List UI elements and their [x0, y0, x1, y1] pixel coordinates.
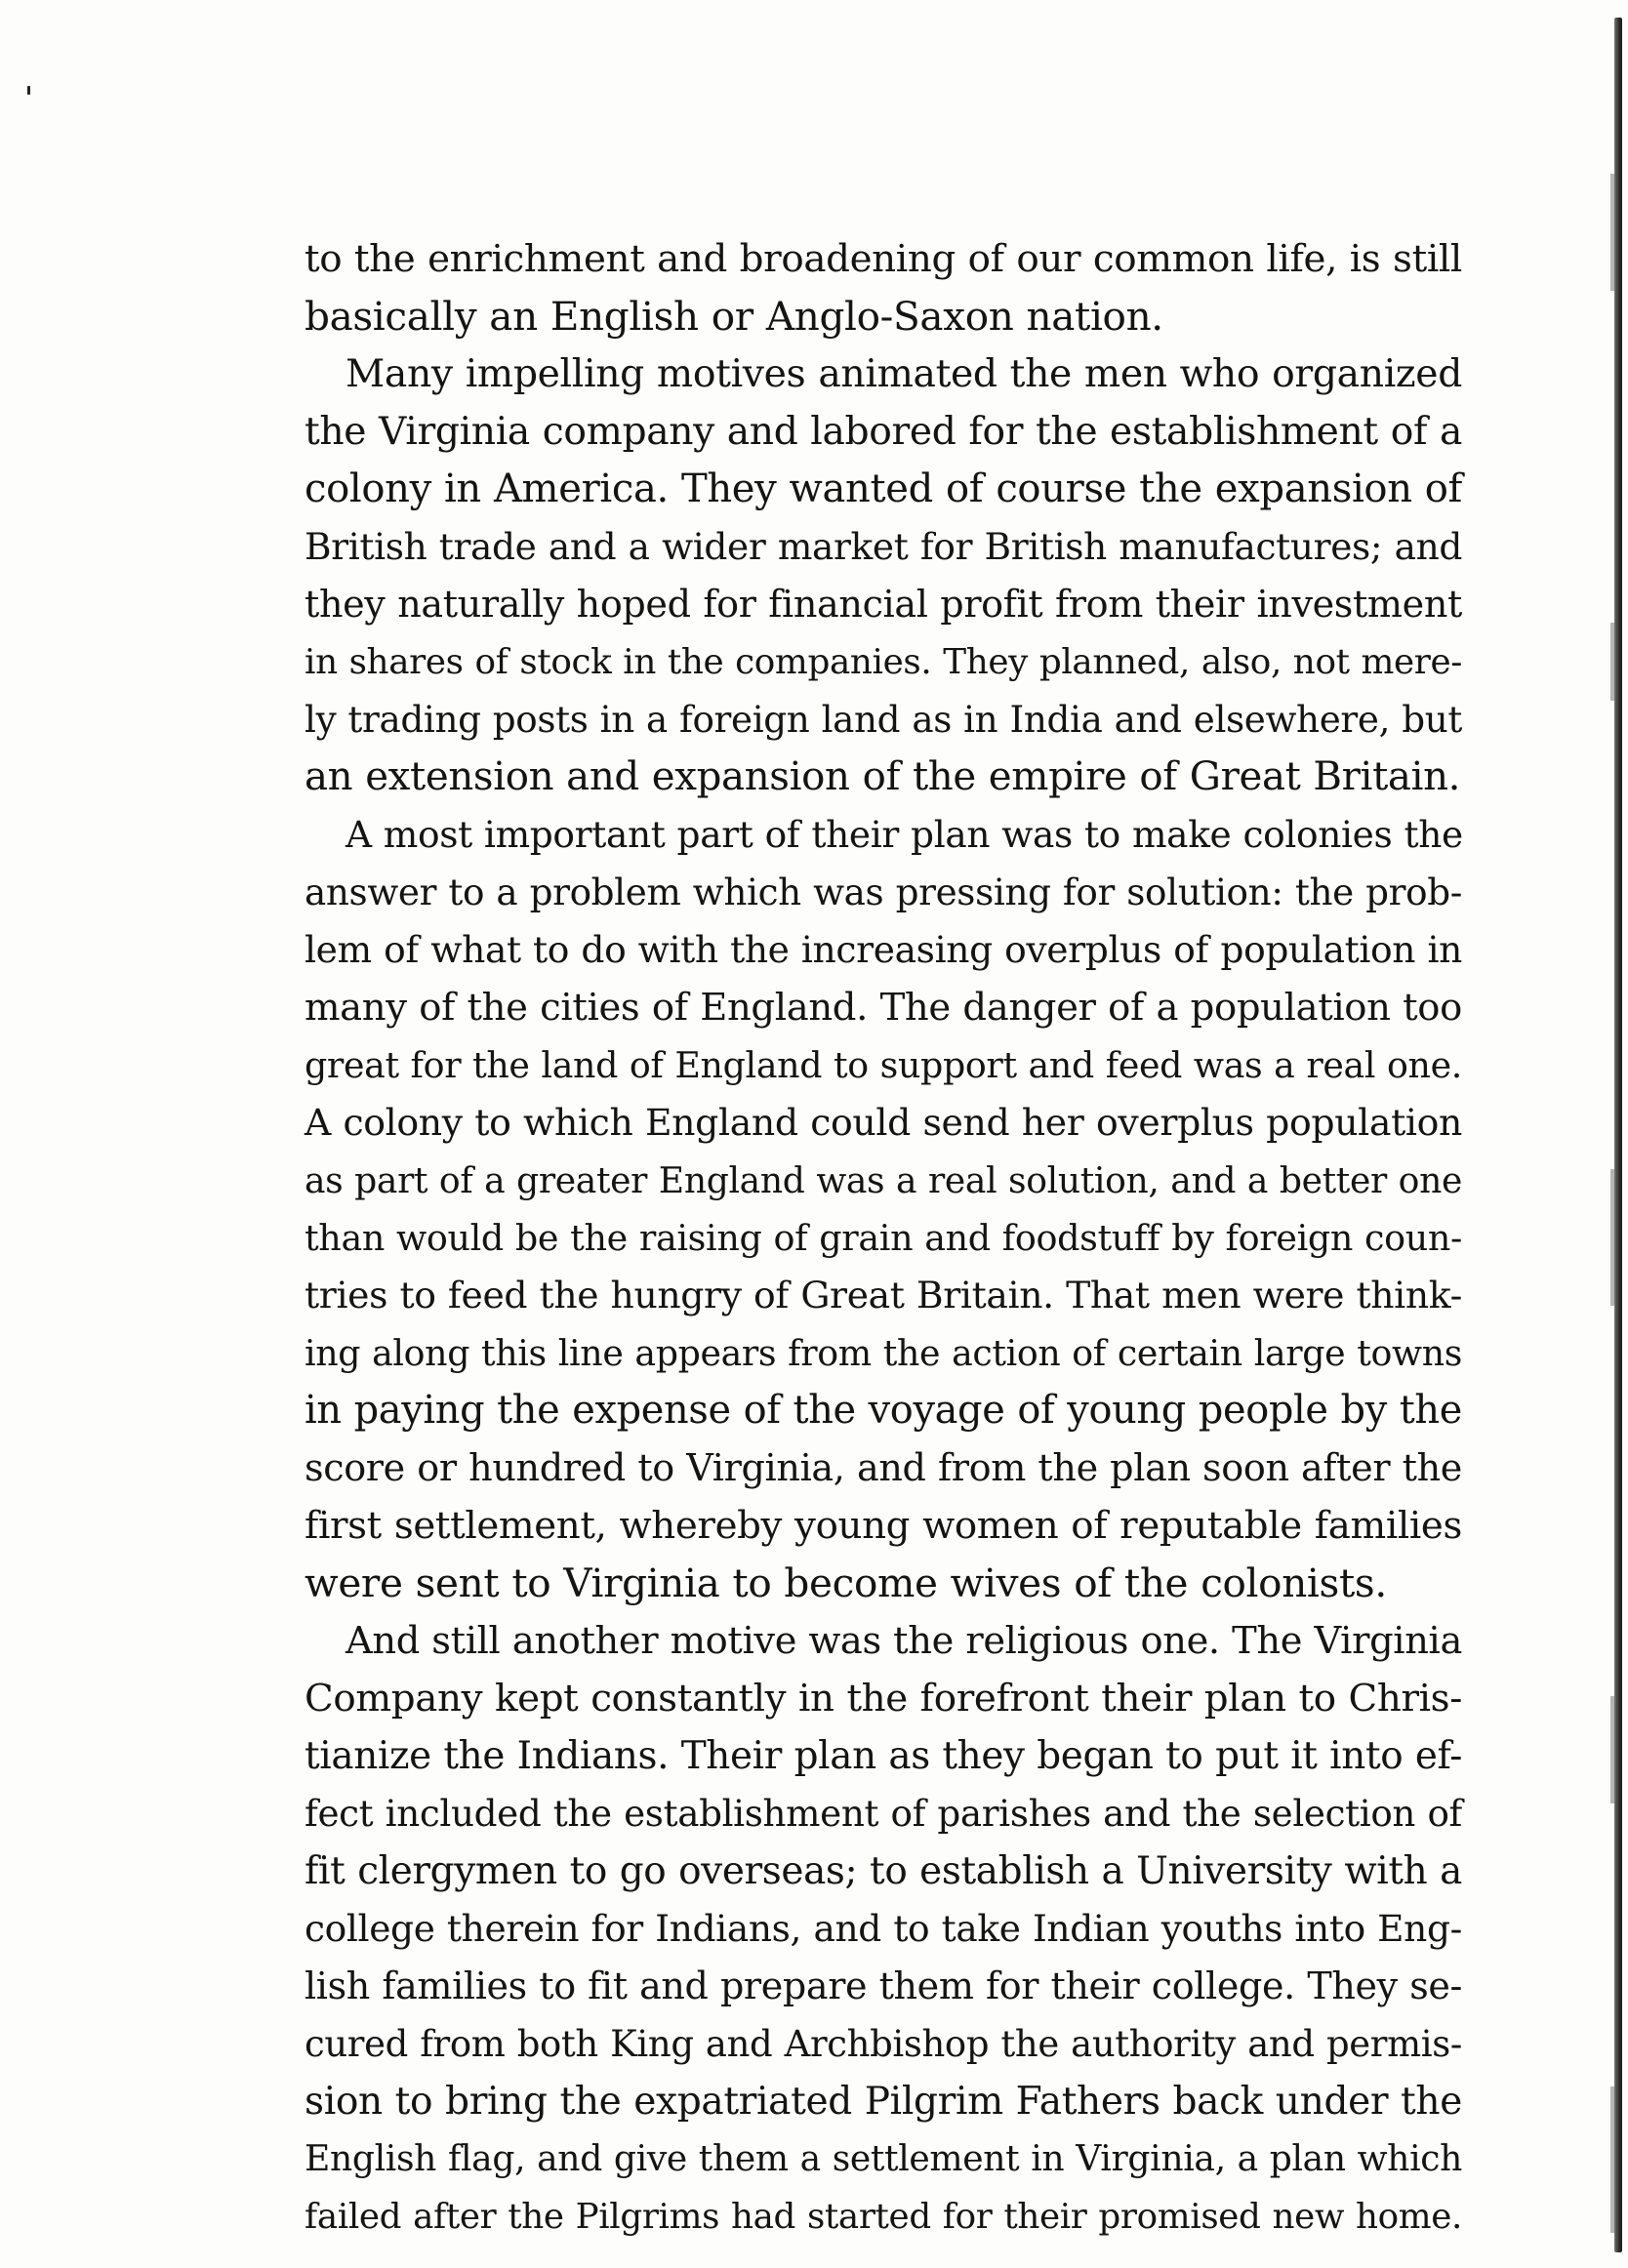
text-line: ly trading posts in a foreign land as in India and elsewhere, but: [305, 698, 1462, 741]
binding-shadow: [1614, 18, 1622, 2252]
text-line: tianize the Indians. Their plan as they began to put it into ef-: [305, 1734, 1462, 1778]
text-line: And still another motive was the religious one. The Virginia: [346, 1619, 1462, 1663]
text-line: many of the cities of England. The danger of a population too: [305, 986, 1462, 1030]
binding-shadow-mark: [1610, 174, 1614, 291]
binding-edge: [1608, 18, 1628, 2252]
text-line: lish families to fit and prepare them for their college. They se-: [305, 1964, 1462, 2007]
text-line: tries to feed the hungry of Great Britain. That men were think-: [305, 1274, 1462, 1316]
text-line: fect included the establishment of parishes and the selection of: [305, 1792, 1462, 1835]
text-line: Many impelling motives animated the men who organized: [346, 352, 1462, 396]
text-line: score or hundred to Virginia, and from the plan soon after the: [305, 1446, 1462, 1489]
text-line: ing along this line appears from the action of certain large towns: [305, 1332, 1462, 1374]
text-line: the Virginia company and labored for the establishment of a: [305, 410, 1462, 454]
text-line: as part of a greater England was a real solution, and a better one: [305, 1159, 1462, 1201]
text-line: sion to bring the expatriated Pilgrim Fathers back under the: [305, 2080, 1462, 2124]
text-line: college therein for Indians, and to take Indian youths into Eng-: [305, 1907, 1462, 1950]
text-line: Company kept constantly in the forefront their plan to Chris-: [305, 1677, 1462, 1721]
text-line: lem of what to do with the increasing overplus of population in: [305, 928, 1462, 971]
text-line: than would be the raising of grain and foodstuff by foreign coun-: [305, 1217, 1462, 1259]
text-line: failed after the Pilgrims had started for their promised new home.: [305, 2197, 1462, 2237]
text-line: colony in America. They wanted of course the expansion of: [305, 466, 1462, 511]
text-line: in shares of stock in the companies. They planned, also, not mere-: [305, 642, 1462, 682]
binding-shadow-mark: [1610, 2086, 1614, 2233]
text-line: English flag, and give them a settlement in Virginia, a plan which: [305, 2138, 1462, 2179]
body-text: [305, 230, 1462, 2246]
text-line: to the enrichment and broadening of our common life, is still: [305, 237, 1462, 281]
text-line: were sent to Virginia to become wives of the colonists.: [305, 1559, 1387, 1606]
binding-shadow-mark: [1610, 623, 1614, 701]
text-line: they naturally hoped for financial profit from their investment: [305, 583, 1462, 626]
text-line: an extension and expansion of the empire of Great Britain.: [305, 754, 1461, 799]
text-line: A most important part of their plan was to make colonies the: [346, 813, 1463, 856]
text-line: A colony to which England could send her overplus population: [305, 1101, 1462, 1144]
text-line: fit clergymen to go overseas; to establish a University with a: [305, 1849, 1462, 1893]
text-line: answer to a problem which was pressing for solution: the prob-: [305, 871, 1462, 913]
text-line: in paying the expense of the voyage of young people by the: [305, 1388, 1462, 1433]
text-line: great for the land of England to support and feed was a real one.: [305, 1044, 1462, 1086]
binding-shadow-mark: [1610, 1696, 1614, 1803]
text-line: basically an English or Anglo-Saxon nation.: [305, 293, 1163, 340]
text-line: cured from both King and Archbishop the authority and permis-: [305, 2023, 1462, 2065]
text-line: British trade and a wider market for British manufactures; and: [305, 525, 1462, 568]
binding-shadow-mark: [1610, 1169, 1614, 1306]
scan-speck: [27, 86, 30, 95]
text-line: first settlement, whereby young women of reputable families: [305, 1504, 1462, 1548]
